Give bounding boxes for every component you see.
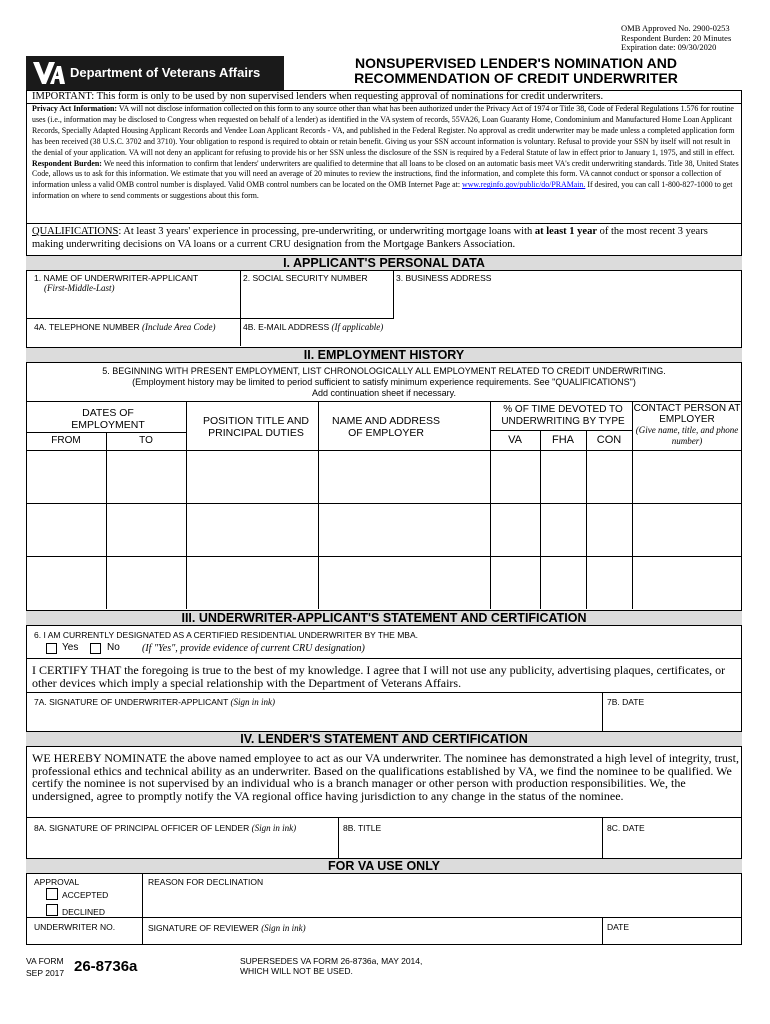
col-contact-hint: (Give name, title, and phone number) — [635, 425, 739, 446]
burden-tail: If desired, you can call 1-800-827-1000 to get information on where to send comments or suggestions about this form. — [32, 180, 733, 201]
omb-link[interactable]: www.reginfo.gov/public/do/PRAMain. — [462, 180, 586, 190]
col-va: VA — [508, 434, 522, 446]
privacy-text: VA will not disclose information collected on this form to any source other than what has been authorized under the Privacy Act of 1974 or Title 38, Code of Federal Regulations 1.576 for routine uses (i.e., information may be disclosed to Congress when requested on behalf of a lender) as identified in the VA system of records, 55VA26, Loan Guaranty Home, Condominium and Manufactured Home Loan Applicant Records, Specially Adapted Housing Applicant Records and Vendee Loan Applicant Records - VA, and published in the Federal Register. No approval as credit underwriter may be made unless a completed application form has been received (38 U.S.C. 3702 and 3710). Your obligation to respond is required to obtain or retain benefit. Giving us your SSN account information is voluntary. Refusal to provide your SSN by itself will not result in the denial of your application. VA will not deny an applicant for refusing to provide his or her SSN unless the disclosure of the SSN is required by a Federal Statute of law in effect prior to January 1, 1975, and still in effect. — [32, 104, 735, 157]
field-4a-label — [34, 322, 216, 332]
divider — [26, 917, 742, 918]
approval-label: APPROVAL — [34, 877, 80, 887]
qualifications — [32, 225, 738, 251]
divider — [26, 692, 742, 693]
accepted-checkbox[interactable] — [46, 888, 58, 900]
field-7a-hint: (Sign in ink) — [230, 697, 275, 707]
burden-label: Respondent Burden: — [32, 158, 102, 168]
omb-burden: Respondent Burden: 20 Minutes — [621, 32, 732, 43]
declined-label: DECLINED — [62, 907, 105, 917]
agency-name: Department of Veterans Affairs — [70, 65, 261, 80]
divider — [26, 318, 394, 319]
footer-date: SEP 2017 — [26, 968, 65, 978]
declined-checkbox[interactable] — [46, 904, 58, 916]
omb-approved: OMB Approved No. 2900-0253 — [621, 23, 730, 33]
va-date-label: DATE — [607, 922, 630, 932]
reviewer-label — [148, 923, 306, 933]
lender-signature-field[interactable] — [26, 835, 338, 858]
section-3-header: III. UNDERWRITER-APPLICANT'S STATEMENT AND CERTIFICATION — [26, 610, 742, 626]
field-4b-label — [243, 322, 383, 332]
omb-expiration: Expiration date: 09/30/2020 — [621, 42, 717, 52]
field-8b-label: 8B. TITLE — [343, 823, 382, 833]
agency-banner — [26, 56, 284, 90]
burden-text: We need this information to confirm that lenders' underwriters are qualified to determine that all loans to be closed on an automatic basis meet VA's credit underwriting standards. Title 38, United States Code, allows us to ask for this information. We estimate that you will need an average of 20 minutes to review the instructions, find the information, and complete this form. VA cannot conduct or sponsor a collection of information unless a valid OMB control number is displayed. Valid OMB control numbers can be located on the OMB Internet Page at: — [32, 158, 739, 190]
section-2-header: II. EMPLOYMENT HISTORY — [26, 347, 742, 363]
footer-va-form — [26, 956, 64, 978]
col-contact — [632, 404, 742, 446]
footer-va-form-label: VA FORM — [26, 956, 64, 966]
va-logo-icon — [32, 60, 66, 86]
col-to: TO — [139, 435, 153, 446]
divider — [26, 817, 742, 818]
form-title-line1: NONSUPERVISED LENDER'S NOMINATION AND — [355, 55, 677, 71]
table-row[interactable] — [26, 557, 742, 609]
lender-date-field[interactable] — [603, 835, 742, 858]
form-title — [290, 56, 742, 86]
field-2-label: 2. SOCIAL SECURITY NUMBER — [243, 273, 368, 283]
col-from: FROM — [51, 435, 81, 446]
field-3-input[interactable] — [394, 285, 742, 345]
field-7a-text: 7A. SIGNATURE OF UNDERWRITER-APPLICANT — [34, 697, 231, 707]
accepted-label: ACCEPTED — [62, 890, 109, 900]
field-3-label: 3. BUSINESS ADDRESS — [396, 273, 492, 283]
underwriter-no-field[interactable] — [26, 933, 142, 945]
field-7a-label — [34, 697, 275, 707]
col-dates: DATES OF EMPLOYMENT — [71, 407, 145, 431]
section-4-header: IV. LENDER'S STATEMENT AND CERTIFICATION — [26, 731, 742, 747]
divider — [26, 658, 742, 659]
field-6-label: 6. I AM CURRENTLY DESIGNATED AS A CERTIFIED RESIDENTIAL UNDERWRITER BY THE MBA. — [34, 630, 418, 640]
field-2-input[interactable] — [241, 285, 393, 318]
field-8a-label — [34, 823, 296, 833]
qualifications-bold: at least 1 year — [534, 226, 597, 237]
field-1-input[interactable] — [26, 285, 240, 318]
applicant-signature-field[interactable] — [26, 708, 602, 731]
employment-instructions — [26, 366, 742, 399]
qualifications-label: QUALIFICATIONS — [32, 226, 119, 237]
certify-statement: I CERTIFY THAT the foregoing is true to the best of my knowledge. I agree that I will not use any publicity, advertising plaques, certificates, or other devices which imply a special relationship with the Department of Veterans Affairs. — [32, 663, 726, 690]
table-row[interactable] — [26, 451, 742, 503]
field-8c-label: 8C. DATE — [607, 823, 645, 833]
reason-label: REASON FOR DECLINATION — [148, 877, 264, 887]
field-4a-hint: (Include Area Code) — [142, 322, 216, 332]
instruction-line3: Add continuation sheet if necessary. — [312, 388, 456, 398]
field-4b-hint: (If applicable) — [331, 322, 384, 332]
field-7b-label: 7B. DATE — [607, 697, 645, 707]
important-notice: IMPORTANT: This form is only to be used by non supervised lenders when requesting approval of nominations for credit underwriters. — [32, 91, 604, 102]
reason-field[interactable] — [143, 888, 742, 917]
col-fha: FHA — [552, 434, 574, 446]
privacy-notice — [32, 104, 740, 202]
col-percent: % OF TIME DEVOTED TO UNDERWRITING BY TYPE — [501, 404, 625, 427]
cru-hint: (If "Yes", provide evidence of current CRU designation) — [142, 643, 365, 654]
col-position: POSITION TITLE AND PRINCIPAL DUTIES — [203, 415, 309, 439]
field-8a-text: 8A. SIGNATURE OF PRINCIPAL OFFICER OF LENDER — [34, 823, 252, 833]
instruction-line2: (Employment history may be limited to period sufficient to satisfy minimum experience requirements. See "QUALIFICATIONS") — [132, 377, 636, 387]
yes-checkbox[interactable] — [46, 643, 57, 654]
qualifications-text-end: of the most recent 3 years making underwriting decisions on VA loans or a current CRU designation from the Mortgage Bankers Association. — [32, 226, 708, 250]
field-4a-text: 4A. TELEPHONE NUMBER — [34, 322, 143, 332]
field-8a-hint: (Sign in ink) — [251, 823, 297, 833]
section-1-header: I. APPLICANT'S PERSONAL DATA — [26, 255, 742, 271]
field-4a-input[interactable] — [26, 332, 240, 346]
supersedes-line2: WHICH WILL NOT BE USED. — [240, 966, 353, 976]
va-use-header: FOR VA USE ONLY — [26, 858, 742, 874]
va-date-field[interactable] — [603, 933, 742, 945]
table-row[interactable] — [26, 504, 742, 556]
divider — [26, 223, 742, 224]
form-number: 26-8736a — [74, 958, 138, 975]
divider — [26, 401, 742, 402]
qualifications-text: : At least 3 years' experience in processing, pre-underwriting, or underwriting mortgage loans with — [118, 226, 535, 237]
lender-statement: WE HEREBY NOMINATE the above named employee to act as our VA underwriter. The nominee has demonstrated a high level of integrity, trust, professional ethics and technical ability as an underwriter. Based on the qualifications established by VA, we find the nominee to be qualified. We certify the nominee is not supervised by an individual who is a branch manager or other person with production responsibilities. We, the undersigned, agree to promptly notify the VA regional office having jurisdiction to any change in the status of the nominee. — [32, 751, 739, 803]
reviewer-signature-field[interactable] — [143, 933, 602, 945]
yes-label: Yes — [62, 642, 79, 653]
form-title-line2: RECOMMENDATION OF CREDIT UNDERWRITER — [354, 70, 678, 86]
applicant-date-field[interactable] — [603, 708, 742, 731]
col-con: CON — [596, 434, 622, 446]
col-contact-text: CONTACT PERSON AT EMPLOYER — [633, 403, 741, 425]
col-employer: NAME AND ADDRESS OF EMPLOYER — [332, 415, 440, 439]
no-label: No — [107, 642, 120, 653]
underwriter-no-label: UNDERWRITER NO. — [34, 922, 116, 932]
supersedes-line1: SUPERSEDES VA FORM 26-8736a, MAY 2014, — [240, 956, 423, 966]
no-checkbox[interactable] — [90, 643, 101, 654]
field-4b-text: 4B. E-MAIL ADDRESS — [243, 322, 332, 332]
reviewer-text: SIGNATURE OF REVIEWER — [148, 923, 262, 933]
omb-info — [621, 24, 731, 53]
instruction-line1: 5. BEGINNING WITH PRESENT EMPLOYMENT, LIST CHRONOLOGICALLY ALL EMPLOYMENT RELATED TO CREDIT UNDERWRITING. — [102, 366, 666, 376]
field-4b-input[interactable] — [241, 332, 393, 346]
lender-title-field[interactable] — [339, 835, 602, 858]
field-1-hint: (First-Middle-Last) — [44, 283, 115, 293]
reviewer-hint: (Sign in ink) — [261, 923, 306, 933]
divider — [490, 430, 632, 431]
privacy-label: Privacy Act Information: — [32, 104, 118, 113]
supersedes-note — [240, 956, 422, 976]
field-1-text: 1. NAME OF UNDERWRITER-APPLICANT — [34, 273, 199, 283]
